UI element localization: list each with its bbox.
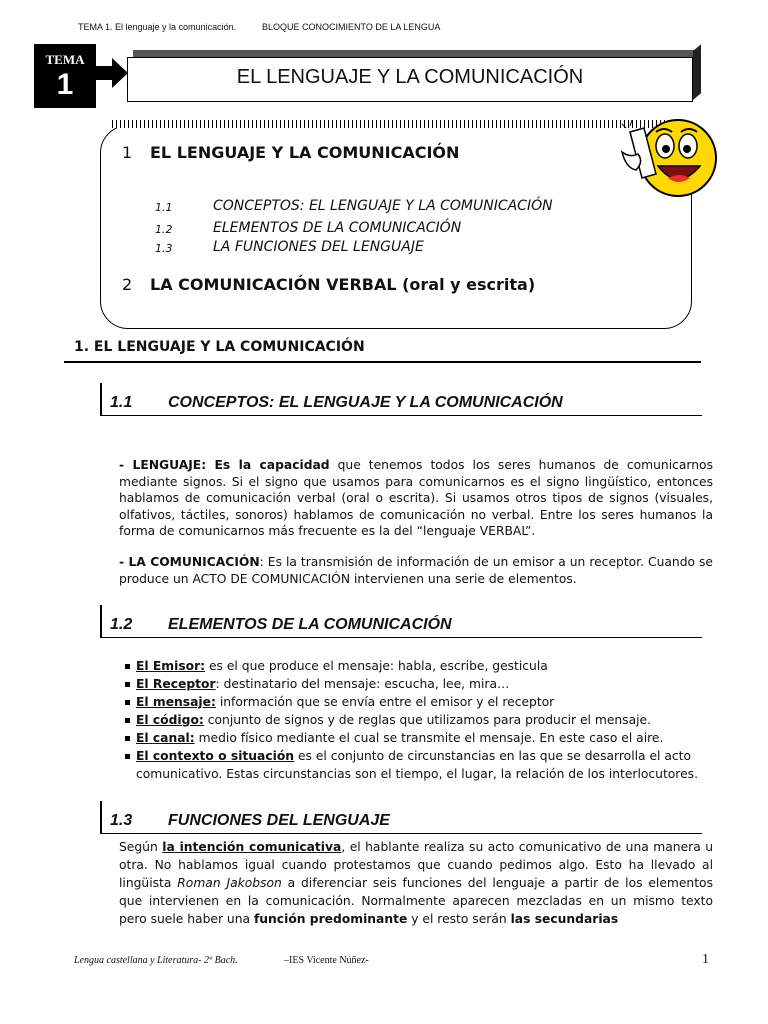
element-key: El Receptor (136, 677, 216, 691)
list-item (125, 711, 715, 729)
element-text: medio físico mediante el cual se transmite el mensaje. En este caso el aire. (194, 731, 664, 745)
subsection-title: FUNCIONES DEL LENGUAJE (168, 812, 390, 829)
funciones-text: y el resto serán (407, 912, 511, 926)
subsection-1-1-heading (110, 394, 563, 412)
bullet-icon (125, 718, 130, 723)
toc-decoration (112, 120, 672, 128)
toc-item-1-label: EL LENGUAJE Y LA COMUNICACIÓN (150, 143, 460, 162)
header-center: BLOQUE CONOCIMIENTO DE LA LENGUA (262, 22, 441, 32)
toc-item-1 (122, 143, 459, 162)
element-key: El canal: (136, 731, 195, 745)
bullet-icon (125, 754, 130, 759)
toc-subitem-num: 1.1 (155, 201, 173, 214)
subsection-num: 1.3 (110, 812, 133, 829)
toc-item-1-num: 1 (122, 143, 133, 162)
list-item (125, 729, 715, 747)
funciones-text: Según (119, 840, 163, 854)
funciones-text: a diferenciar seis funciones del lenguaje a partir de los elementos que intervienen en la comunicación. Normalmente aparecen mezcladas en un mismo texto pero suele haber una (119, 876, 713, 926)
toc-item-2-num: 2 (122, 275, 133, 294)
funciones-author: Roman Jakobson (177, 876, 282, 890)
list-item (125, 657, 715, 675)
element-key: El código: (136, 713, 204, 727)
toc-item-2 (122, 275, 535, 294)
section-1-rule (64, 361, 701, 363)
tema-badge (34, 44, 96, 108)
toc-item-2-label: LA COMUNICACIÓN VERBAL (oral y escrita) (150, 275, 536, 294)
funciones-text: , el hablante realiza su acto comunicativo de una manera u otra. No hablamos igual cuando protestamos que cuando pedimos algo. Esto ha llevado al lingüista (119, 840, 713, 890)
lenguaje-text: que tenemos todos los seres humanos de comunicarnos mediante signos. Si el signo que usamos para comunicarnos es el signo lingüístico, entonces hablamos de comunicación verbal (oral o escrita). Si usamos otros tipos de signos (visuales, olfativos, táctiles, sonoros) hablamos de comunicación no verbal. Entre los seres humanos la forma de comunicarnos más frecuente es la del “lenguaje VERBAL”. (119, 458, 713, 538)
title-box-depth-top (133, 50, 701, 57)
element-key: El mensaje: (136, 695, 216, 709)
element-key: El Emisor: (136, 659, 206, 673)
tema-word: TEMA (45, 52, 85, 67)
title-box-depth-side (693, 44, 701, 100)
bullet-icon (125, 736, 130, 741)
subsection-title: ELEMENTOS DE LA COMUNICACIÓN (168, 616, 452, 633)
toc-subitem-label: ELEMENTOS DE LA COMUNICACIÓN (213, 220, 462, 236)
comunicacion-paragraph (119, 554, 713, 587)
lenguaje-lead: - LENGUAJE: Es la capacidad (119, 458, 330, 472)
lenguaje-paragraph (119, 457, 713, 540)
list-item (125, 693, 715, 711)
funciones-key-secundarias: las secundarias (510, 912, 619, 926)
list-item (125, 747, 715, 783)
page-title: EL LENGUAJE Y LA COMUNICACIÓN (236, 66, 584, 88)
comunicacion-lead: - LA COMUNICACIÓN (119, 555, 260, 569)
funciones-paragraph (119, 838, 713, 928)
arrow-head-icon (112, 58, 128, 88)
header-left: TEMA 1. El lenguaje y la comunicación. (78, 22, 237, 32)
element-text: información que se envía entre el emisor y el receptor (215, 695, 555, 709)
element-key: El contexto o situación (136, 749, 295, 763)
subsection-num: 1.2 (110, 616, 133, 633)
subsection-1-1-box (100, 383, 702, 416)
toc-subitem-num: 1.2 (155, 223, 173, 236)
smiley-phone-icon (608, 112, 728, 202)
element-text: es el conjunto de circunstancias en las que se desarrolla el acto comunicativo. Estas circunstancias son el tiempo, el lugar, la relación de los interlocutores. (136, 749, 698, 781)
subsection-1-3-box (100, 801, 702, 834)
footer-left: Lengua castellana y Literatura- 2º Bach. (74, 955, 238, 966)
subsection-1-2-box (100, 605, 702, 638)
list-item (125, 675, 715, 693)
element-text: conjunto de signos y de reglas que utilizamos para producir el mensaje. (203, 713, 652, 727)
bullet-icon (125, 682, 130, 687)
toc-subitem-label: LA FUNCIONES DEL LENGUAJE (213, 239, 424, 255)
page-number: 1 (702, 952, 709, 967)
element-text: es el que produce el mensaje: habla, escribe, gesticula (205, 659, 548, 673)
footer-center: –IES Vicente Núñez- (284, 955, 369, 966)
section-1-heading: 1. EL LENGUAJE Y LA COMUNICACIÓN (74, 339, 365, 355)
bullet-icon (125, 700, 130, 705)
subsection-1-3-heading (110, 812, 390, 830)
subsection-num: 1.1 (110, 394, 133, 411)
tema-number: 1 (56, 68, 74, 101)
elements-list (125, 657, 715, 783)
toc-subitem-label: CONCEPTOS: EL LENGUAJE Y LA COMUNICACIÓN (213, 198, 553, 214)
comunicacion-text: : Es la transmisión de información de un emisor a un receptor. Cuando se produce un ACTO DE COMUNICACIÓN intervienen una serie de elementos. (119, 555, 713, 586)
funciones-key-predominante: función predominante (253, 912, 408, 926)
funciones-key-intencion: la intención comunicativa (162, 840, 342, 854)
bullet-icon (125, 664, 130, 669)
toc-subitem-num: 1.3 (155, 242, 173, 255)
subsection-title: CONCEPTOS: EL LENGUAJE Y LA COMUNICACIÓN (168, 394, 563, 411)
element-text: : destinatario del mensaje: escucha, lee, mira… (215, 677, 510, 691)
subsection-1-2-heading (110, 616, 452, 634)
